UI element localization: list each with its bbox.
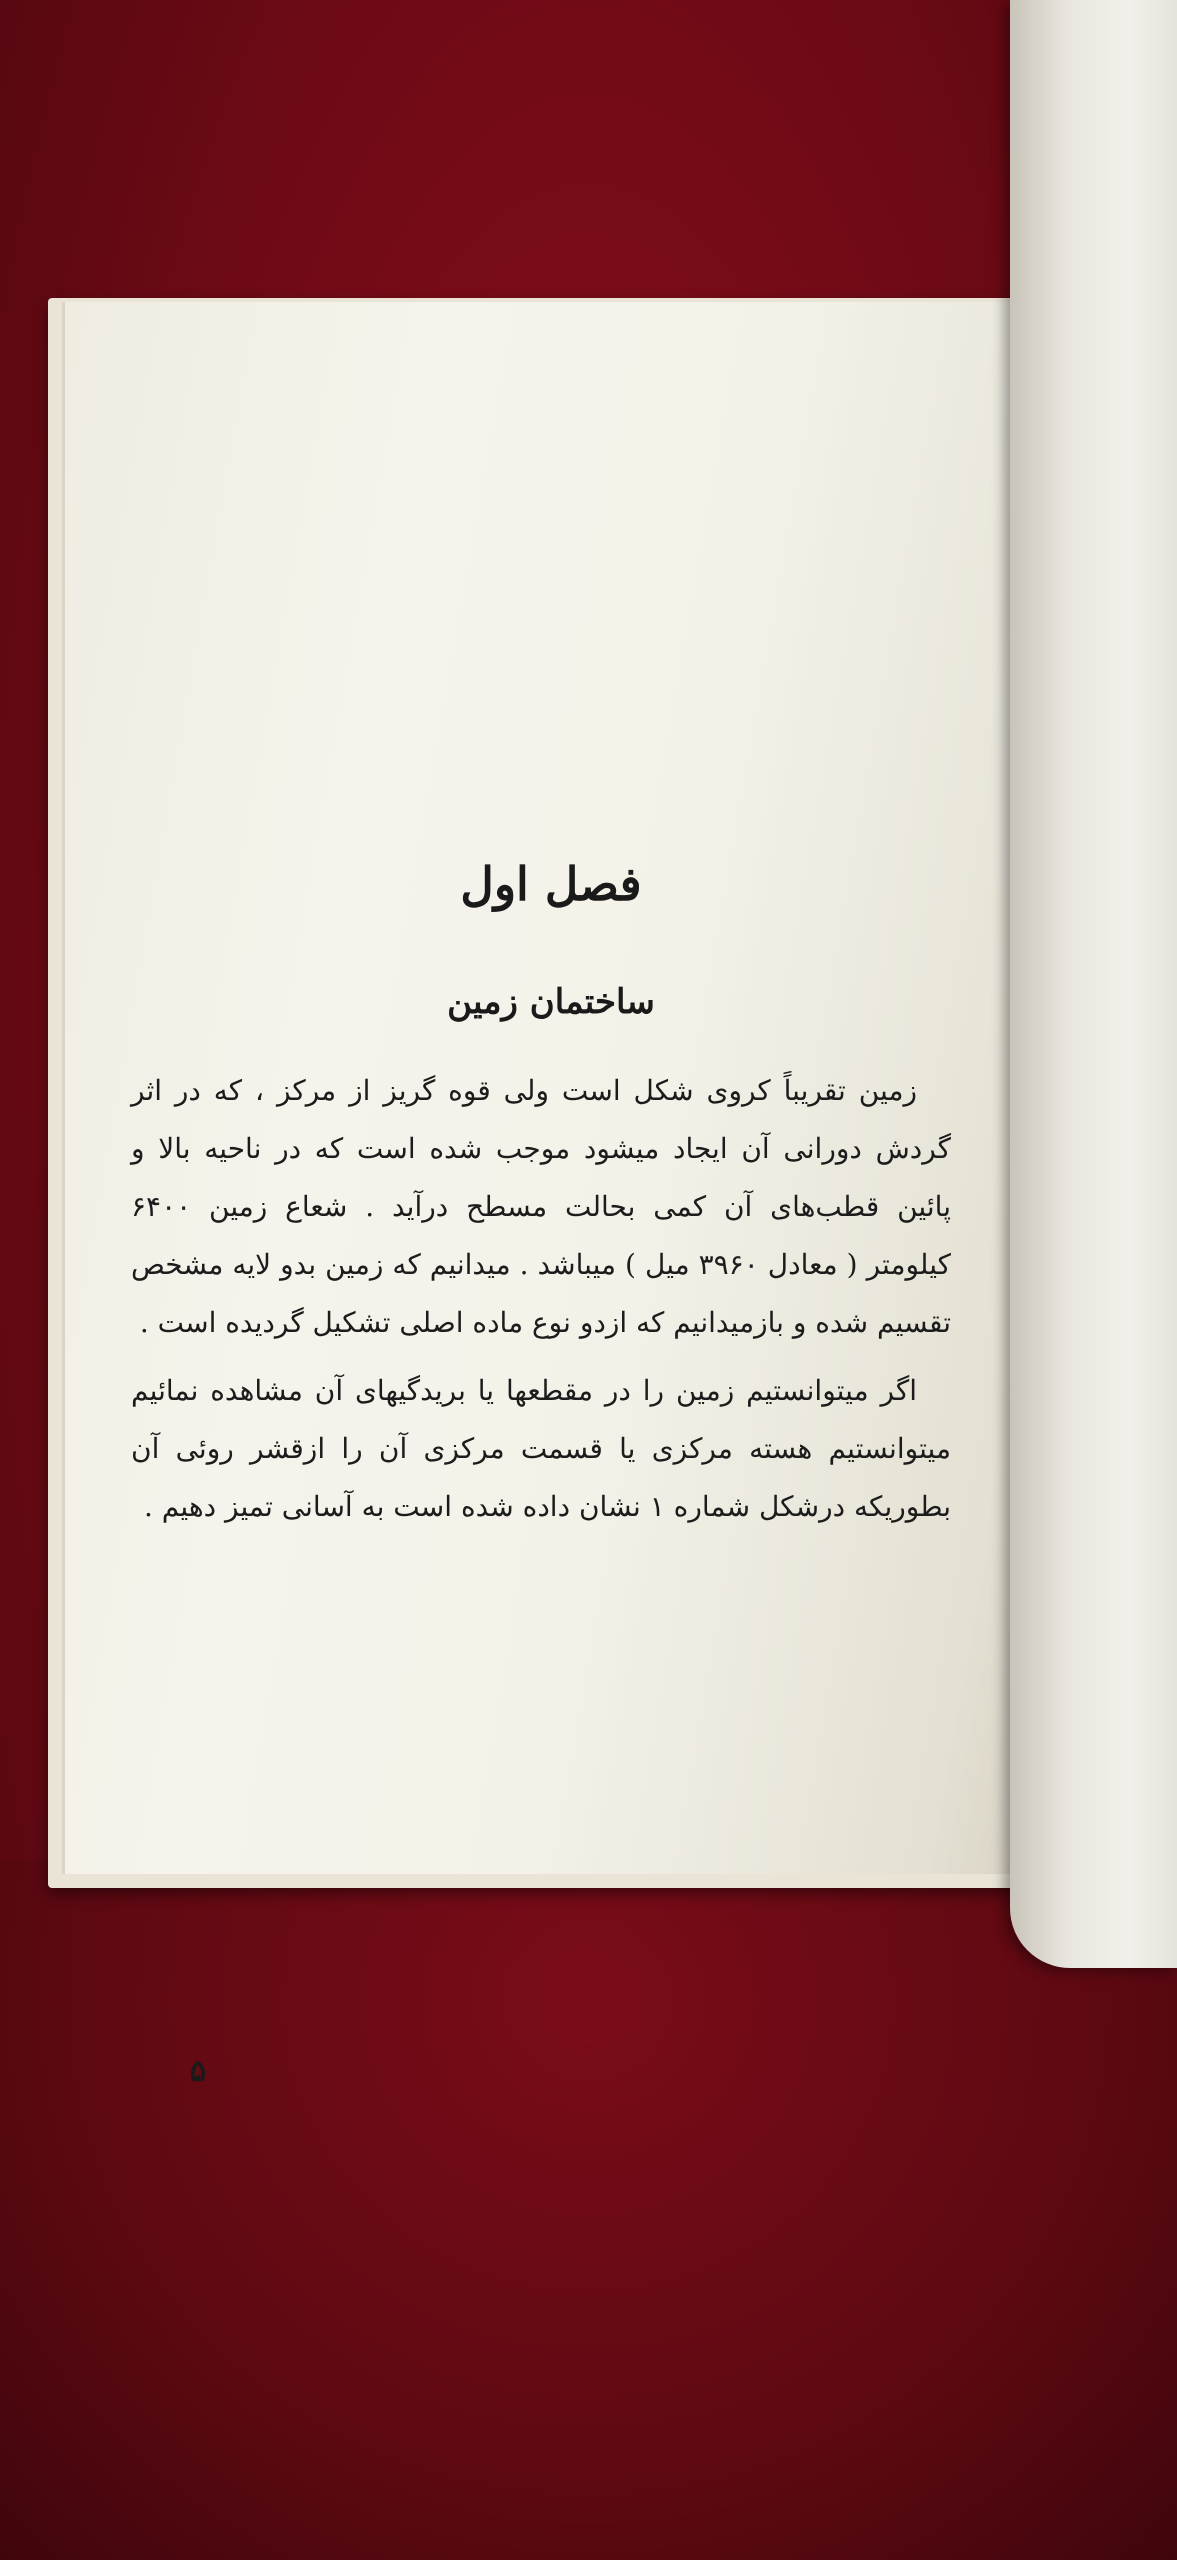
paragraph-1: زمین تقریباً کروی شکل است ولی قوه گریز از مرکز ، که در اثر گردش دورانی آن ایجاد میشود موجب شده است که در ناحیه بالا و پائین قطب‌های آن کمی بحالت مسطح درآید . شعاع زمین ۶۴۰۰ کیلومتر ( معادل ۳۹۶۰ میل ) میباشد . میدانیم که زمین بدو لایه مشخص تقسیم شده و بازمیدانیم که ازدو نوع ماده اصلی تشکیل گردیده است . — [131, 1074, 951, 1339]
book-page — [62, 302, 1021, 2089]
section-title: ساختمان زمین — [447, 982, 655, 1022]
paragraph-2: اگر میتوانستیم زمین را در مقطعها یا بریدگیهای آن مشاهده نمائیم میتوانستیم هسته مرکزی یا قسمت مرکزی آن را ازقشر روئی آن بطوریکه درشکل شماره ۱ نشان داده شده است به آسانی تمیز دهیم . — [131, 1374, 951, 1523]
body-text — [131, 1062, 951, 1546]
facing-page-curl — [1010, 0, 1177, 1968]
chapter-title: فصل اول — [460, 857, 642, 911]
page-number: ۵ — [190, 2054, 207, 2089]
